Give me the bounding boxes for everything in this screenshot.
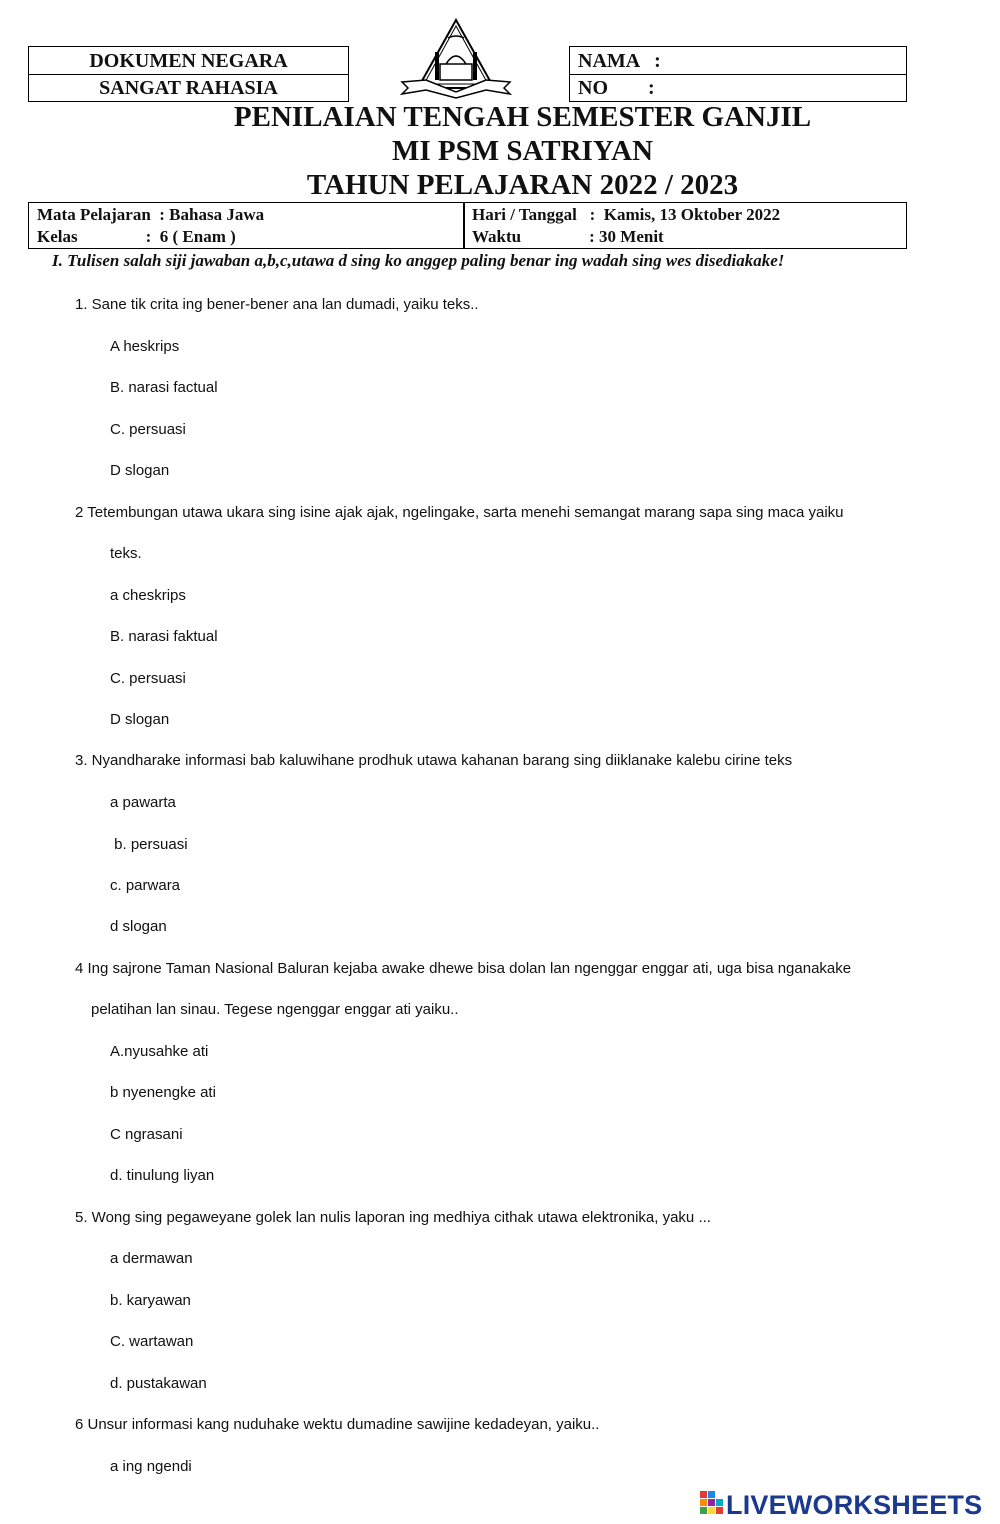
q1-option-a[interactable]: A heskrips xyxy=(110,338,180,355)
name-field-label[interactable]: NAMA : xyxy=(578,50,661,72)
school-logo xyxy=(396,18,516,100)
q4-option-c[interactable]: C ngrasani xyxy=(110,1126,183,1143)
question-6: 6 Unsur informasi kang nuduhake wektu dumadine sawijine kedadeyan, yaiku.. xyxy=(75,1416,600,1433)
q5-option-d[interactable]: d. pustakawan xyxy=(110,1375,207,1392)
q3-option-b[interactable]: b. persuasi xyxy=(110,836,188,853)
day-date-label: Hari / Tanggal : Kamis, 13 Oktober 2022 xyxy=(472,205,781,224)
exam-title: PENILAIAN TENGAH SEMESTER GANJIL xyxy=(233,101,812,133)
q1-option-b[interactable]: B. narasi factual xyxy=(110,379,218,396)
question-2: 2 Tetembungan utawa ukara sing isine ajak ajak, ngelingake, sarta menehi semangat marang sapa sing maca yaiku xyxy=(75,504,844,521)
question-3: 3. Nyandharake informasi bab kaluwihane prodhuk utawa kahanan barang sing diiklanake kalebu cirine teks xyxy=(75,752,793,769)
q2-option-d[interactable]: D slogan xyxy=(110,711,170,728)
q5-option-a[interactable]: a dermawan xyxy=(110,1250,193,1267)
classification-line-1: DOKUMEN NEGARA xyxy=(89,50,288,72)
q5-option-c[interactable]: C. wartawan xyxy=(110,1333,194,1350)
question-1: 1. Sane tik crita ing bener-bener ana lan dumadi, yaiku teks.. xyxy=(75,296,479,313)
instruction-text: I. Tulisen salah siji jawaban a,b,c,utawa d sing ko anggep paling benar ing wadah sing wes disediakake! xyxy=(52,251,785,270)
q2-option-a[interactable]: a cheskrips xyxy=(110,587,186,604)
academic-year: TAHUN PELAJARAN 2022 / 2023 xyxy=(306,169,739,201)
school-name: MI PSM SATRIYAN xyxy=(391,135,654,167)
question-5: 5. Wong sing pegaweyane golek lan nulis laporan ing medhiya cithak utawa elektronika, yaku ... xyxy=(75,1209,711,1226)
q3-option-a[interactable]: a pawarta xyxy=(110,794,176,811)
time-label: Waktu : 30 Menit xyxy=(472,227,664,246)
q4-option-d[interactable]: d. tinulung liyan xyxy=(110,1167,215,1184)
brand-name: LIVEWORKSHEETS xyxy=(726,1490,983,1520)
question-4-continuation: pelatihan lan sinau. Tegese ngenggar enggar ati yaiku.. xyxy=(91,1001,459,1018)
subject-label: Mata Pelajaran : Bahasa Jawa xyxy=(37,205,265,224)
q4-option-a[interactable]: A.nyusahke ati xyxy=(110,1043,209,1060)
q5-option-b[interactable]: b. karyawan xyxy=(110,1292,191,1309)
q6-option-a[interactable]: a ing ngendi xyxy=(110,1458,192,1475)
classification-line-2: SANGAT RAHASIA xyxy=(99,77,278,99)
q3-option-d[interactable]: d slogan xyxy=(110,918,167,935)
number-field-label[interactable]: NO : xyxy=(578,77,655,99)
q3-option-c[interactable]: c. parwara xyxy=(110,877,181,894)
liveworksheets-brand[interactable] xyxy=(700,1488,996,1522)
liveworksheets-logo-icon xyxy=(700,1491,724,1521)
student-info-box xyxy=(569,46,907,102)
q1-option-d[interactable]: D slogan xyxy=(110,462,170,479)
school-logo-icon xyxy=(396,18,516,100)
question-4: 4 Ing sajrone Taman Nasional Baluran kejaba awake dhewe bisa dolan lan ngenggar enggar ati, uga bisa nganakake xyxy=(75,960,852,977)
q2-option-b[interactable]: B. narasi faktual xyxy=(110,628,218,645)
schedule-info-box xyxy=(463,202,907,249)
q2-option-c[interactable]: C. persuasi xyxy=(110,670,186,687)
question-2-continuation: teks. xyxy=(110,545,142,562)
class-label: Kelas : 6 ( Enam ) xyxy=(37,227,236,246)
q1-option-c[interactable]: C. persuasi xyxy=(110,421,186,438)
classification-box xyxy=(28,46,349,102)
q4-option-b[interactable]: b nyenengke ati xyxy=(110,1084,216,1101)
subject-info-box xyxy=(28,202,465,249)
